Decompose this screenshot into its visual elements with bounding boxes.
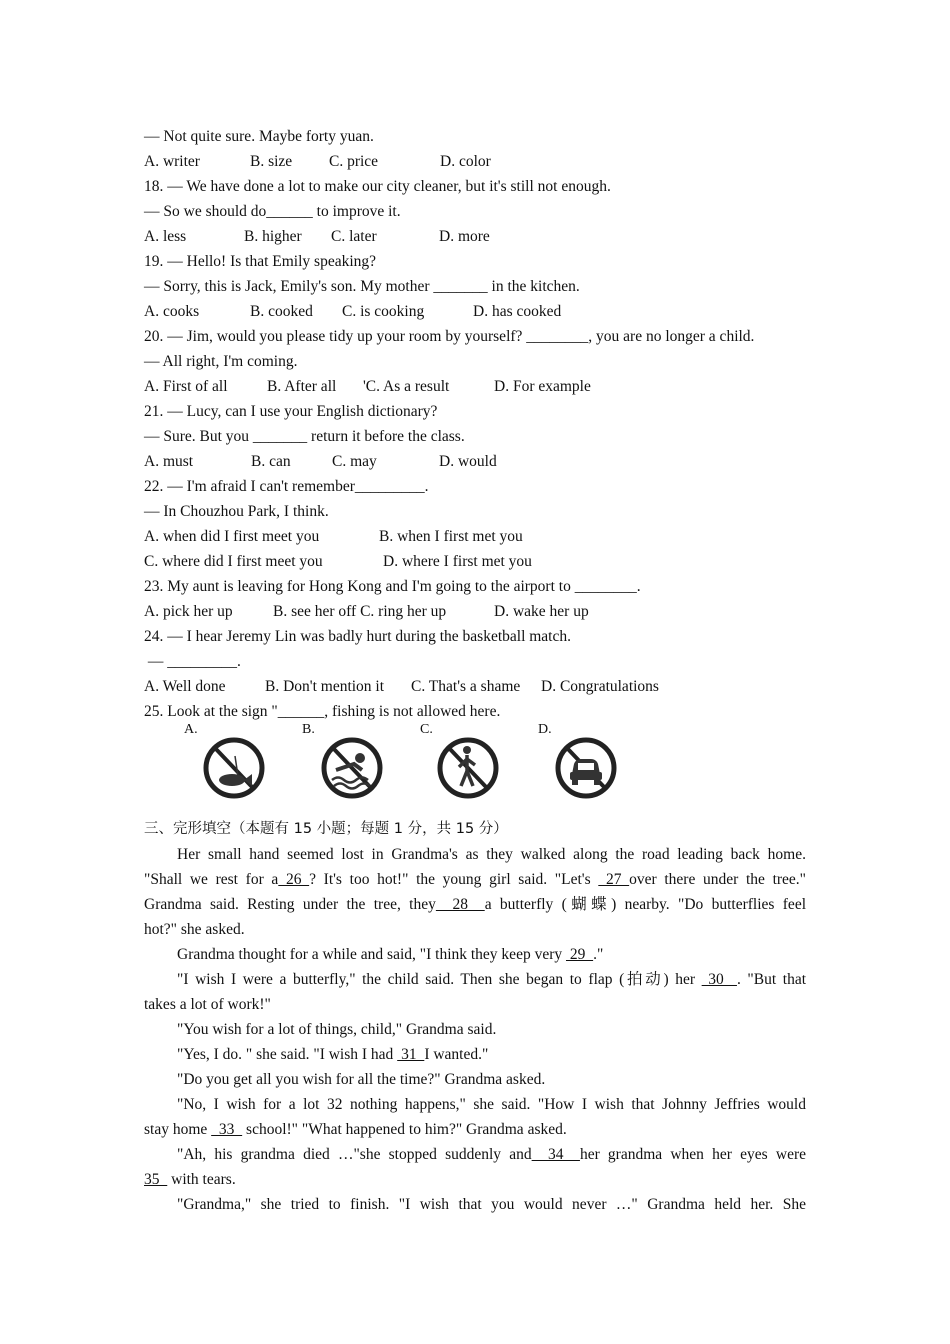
q19-option-d: D. has cooked bbox=[473, 303, 562, 320]
q18-question: 18. — We have done a lot to make our city cleaner, but it's still not enough. bbox=[144, 178, 611, 195]
passage-p8-line1 bbox=[144, 1142, 806, 1167]
q25-question: 25. Look at the sign "______, fishing is not allowed here. bbox=[144, 703, 501, 720]
q22-option-d: D. where I first met you bbox=[383, 553, 532, 570]
q19-answer-line: — Sorry, this is Jack, Emily's son. My mother _______ in the kitchen. bbox=[144, 278, 580, 295]
q19-question: 19. — Hello! Is that Emily speaking? bbox=[144, 253, 377, 270]
text: a butterfly (蝴蝶) nearby. "Do butterflies feel bbox=[484, 896, 806, 913]
q19-option-a: A. cooks bbox=[144, 303, 200, 320]
q24-option-a: A. Well done bbox=[144, 678, 226, 695]
q20-option-b: B. After all bbox=[267, 378, 337, 395]
sign-letter-c: C. bbox=[420, 722, 433, 737]
q24-option-c: C. That's a shame bbox=[411, 678, 521, 695]
text: school!" "What happened to him?" Grandma asked. bbox=[242, 1121, 567, 1138]
passage-p1-line1 bbox=[144, 842, 806, 867]
passage-p1-line4: hot?" she asked. bbox=[144, 921, 245, 938]
q19-option-b: B. cooked bbox=[250, 303, 313, 320]
text: "Shall we rest for a bbox=[144, 871, 279, 888]
q17-answer-line: — Not quite sure. Maybe forty yuan. bbox=[144, 128, 374, 145]
passage-p9 bbox=[144, 1192, 806, 1217]
passage-p1-line2 bbox=[144, 867, 806, 892]
text: "Grandma," she tried to finish. "I wish that you would never …" Grandma held her. She bbox=[177, 1196, 806, 1213]
q22-options-cd bbox=[144, 549, 806, 574]
q18-option-b: B. higher bbox=[244, 228, 302, 245]
q22-option-a: A. when did I first meet you bbox=[144, 528, 320, 545]
text: . "But that bbox=[736, 971, 807, 988]
text: I wanted." bbox=[424, 1046, 489, 1063]
q17-option-b: B. size bbox=[250, 153, 293, 170]
q22-option-b: B. when I first met you bbox=[379, 528, 523, 545]
text: with tears. bbox=[167, 1171, 236, 1188]
q23-option-b-c: B. see her off C. ring her up bbox=[273, 603, 447, 620]
q24-option-b: B. Don't mention it bbox=[265, 678, 385, 695]
q22-question: 22. — I'm afraid I can't remember_________. bbox=[144, 478, 429, 495]
sign-letter-b: B. bbox=[302, 722, 315, 737]
q22-answer-line: — In Chouzhou Park, I think. bbox=[144, 503, 329, 520]
q20-option-a: A. First of all bbox=[144, 378, 228, 395]
q23-options bbox=[144, 599, 806, 624]
q24-question: 24. — I hear Jeremy Lin was badly hurt during the basketball match. bbox=[144, 628, 571, 645]
blank-34: 34 bbox=[531, 1146, 580, 1163]
q21-question: 21. — Lucy, can I use your English dictionary? bbox=[144, 403, 438, 420]
q24-options bbox=[144, 674, 806, 699]
text: ." bbox=[593, 946, 604, 963]
q23-question: 23. My aunt is leaving for Hong Kong and I'm going to the airport to ________. bbox=[144, 578, 641, 595]
q23-option-d: D. wake her up bbox=[494, 603, 589, 620]
q19-options bbox=[144, 299, 806, 324]
sign-letter-a: A. bbox=[184, 722, 198, 737]
text: her grandma when her eyes were bbox=[579, 1146, 806, 1163]
text: Grandma thought for a while and said, "I think they keep very bbox=[177, 946, 566, 963]
q21-options bbox=[144, 449, 806, 474]
text: Grandma said. Resting under the tree, they bbox=[144, 896, 436, 913]
q21-option-d: D. would bbox=[439, 453, 497, 470]
sign-letter-d: D. bbox=[538, 722, 552, 737]
no-cars-sign-icon bbox=[554, 726, 618, 806]
q17-options bbox=[144, 149, 806, 174]
passage-p6: "Do you get all you wish for all the time?" Grandma asked. bbox=[177, 1071, 546, 1088]
q17-option-c: C. price bbox=[329, 153, 379, 170]
blank-33: 33 bbox=[211, 1121, 243, 1138]
passage-p4: "You wish for a lot of things, child," Grandma said. bbox=[177, 1021, 497, 1038]
q17-option-a: A. writer bbox=[144, 153, 200, 170]
passage-p7-line1 bbox=[144, 1092, 806, 1117]
passage-p3-line1 bbox=[144, 967, 806, 992]
blank-26: 26 bbox=[278, 871, 310, 888]
text: "Yes, I do. " she said. "I wish I had bbox=[177, 1046, 398, 1063]
blank-29: 29 bbox=[565, 946, 594, 963]
no-fishing-sign-icon bbox=[202, 726, 266, 806]
section-3-title: 三、完形填空（本题有 15 小题；每题 1 分，共 15 分） bbox=[144, 821, 508, 837]
passage-p8-line2 bbox=[144, 1167, 806, 1192]
passage-p1-line3 bbox=[144, 892, 806, 917]
q21-option-b: B. can bbox=[251, 453, 291, 470]
blank-30: 30 bbox=[701, 971, 737, 988]
text: Her small hand seemed lost in Grandma's as they walked along the road leading back home. bbox=[177, 846, 806, 863]
text: stay home bbox=[144, 1121, 212, 1138]
q19-option-c: C. is cooking bbox=[342, 303, 425, 320]
text: "I wish I were a butterfly," the child said. Then she began to flap (拍动) her bbox=[177, 971, 702, 988]
passage-p7-line2 bbox=[144, 1117, 806, 1142]
blank-27: 27 bbox=[598, 871, 630, 888]
q20-options bbox=[144, 374, 806, 399]
text: over there under the tree." bbox=[629, 871, 806, 888]
q18-options bbox=[144, 224, 806, 249]
q21-answer-line: — Sure. But you _______ return it before the class. bbox=[144, 428, 465, 445]
q25-signs-image bbox=[144, 722, 634, 817]
q24-answer-line: — _________. bbox=[144, 653, 241, 670]
q17-option-d: D. color bbox=[440, 153, 491, 170]
q18-option-d: D. more bbox=[439, 228, 490, 245]
text: "No, I wish for a lot 32 nothing happens," she said. "How I wish that Johnny Jeffries would bbox=[177, 1096, 806, 1113]
passage-p3-line2: takes a lot of work!" bbox=[144, 996, 271, 1013]
q20-option-d: D. For example bbox=[494, 378, 591, 395]
blank-28: 28 bbox=[435, 896, 485, 913]
q21-option-a: A. must bbox=[144, 453, 194, 470]
q20-option-c: 'C. As a result bbox=[363, 378, 450, 395]
q24-option-d: D. Congratulations bbox=[541, 678, 659, 695]
q18-option-c: C. later bbox=[331, 228, 377, 245]
q18-answer-line: — So we should do______ to improve it. bbox=[144, 203, 401, 220]
passage-p2 bbox=[144, 942, 806, 967]
no-walking-sign-icon bbox=[436, 726, 500, 806]
q22-option-c: C. where did I first meet you bbox=[144, 553, 323, 570]
text: ? It's too hot!" the young girl said. "Let's bbox=[309, 871, 599, 888]
q20-question: 20. — Jim, would you please tidy up your room by yourself? ________, you are no longer a child. bbox=[144, 328, 755, 345]
q20-answer-line: — All right, I'm coming. bbox=[144, 353, 298, 370]
blank-31: 31 bbox=[397, 1046, 425, 1063]
exam-page bbox=[144, 124, 806, 1217]
text: "Ah, his grandma died …"she stopped suddenly and bbox=[177, 1146, 532, 1163]
passage-p5 bbox=[144, 1042, 806, 1067]
q21-option-c: C. may bbox=[332, 453, 377, 470]
q23-option-a: A. pick her up bbox=[144, 603, 233, 620]
blank-35: 35 bbox=[144, 1171, 168, 1188]
q18-option-a: A. less bbox=[144, 228, 187, 245]
no-swimming-sign-icon bbox=[320, 726, 384, 806]
q22-options-ab bbox=[144, 524, 806, 549]
